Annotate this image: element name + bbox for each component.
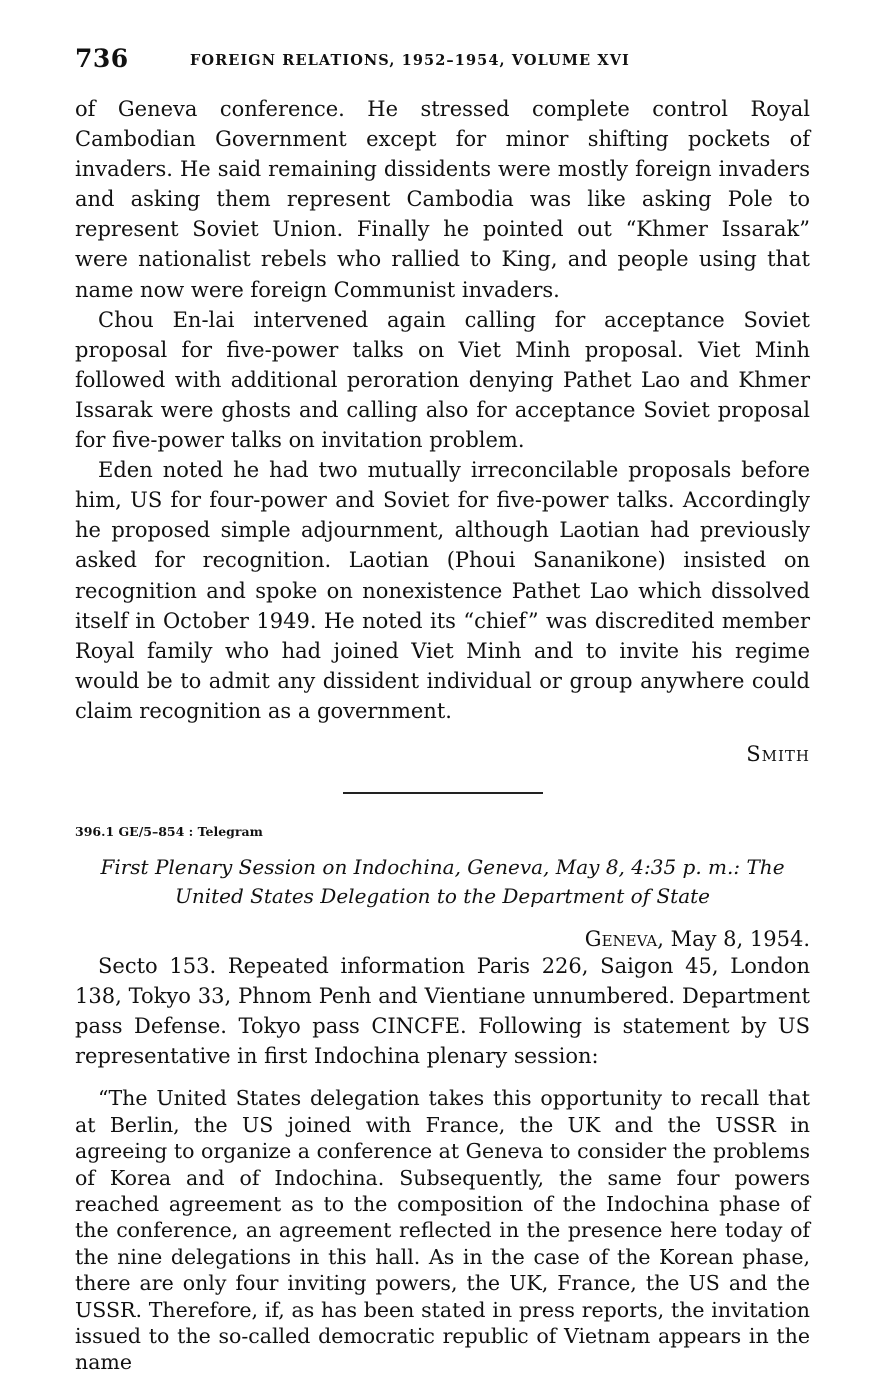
dateline — [75, 927, 810, 951]
header-title: FOREIGN RELATIONS, 1952–1954, VOLUME XVI — [190, 52, 630, 69]
statement-quote: “The United States delegation takes this opportunity to recall that at Berlin, the US joined with France, the UK and the USSR in agreeing to organize a conference at Geneva to consider the problems of Korea and of Indochina. Subsequently, the same four powers reached agreement as to the composition of the Indochina phase of the conference, an agreement reflected in the presence here today of the nine delegations in this hall. As in the case of the Korean phase, there are only four inviting powers, the UK, France, the US and the USSR. Therefore, if, as has been stated in press reports, the invitation issued to the so-called democratic republic of Vietnam appears in the name — [75, 1086, 810, 1375]
signature: Smith — [746, 741, 810, 766]
section-divider — [343, 792, 543, 794]
telegram-body: Secto 153. Repeated information Paris 226, Saigon 45, London 138, Tokyo 33, Phnom Penh and Vientiane unnumbered. Department pass Defense. Tokyo pass CINCFE. Following is statement by US representative in first Indochina plenary session: — [75, 953, 810, 1069]
dateline-place: Geneva — [584, 926, 658, 951]
paragraph-eden: Eden noted he had two mutually irreconcilable proposals before him, US for four-power and Soviet for five-power talks. Accordingly he proposed simple adjournment, although Laotian had previously asked for recognition. Laotian (Phoui Sananikone) insisted on recognition and spoke on nonexistence Pathet Lao which dissolved itself in October 1949. He noted its “chief” was discredited member Royal family who had joined Viet Minh and to invite his regime would be to admit any dissident individual or group anywhere could claim recognition as a government. — [75, 458, 810, 723]
page-number: 736 — [75, 44, 129, 73]
dateline-date: , May 8, 1954. — [657, 926, 810, 951]
file-reference: 396.1 GE/5–854 : Telegram — [75, 823, 263, 839]
document-page — [75, 44, 810, 1396]
paragraph-chou-en-lai: Chou En-lai intervened again calling for acceptance Soviet proposal for five-power talks on Viet Minh proposal. Viet Minh followed with additional peroration denying Pathet Lao and Khmer Issarak were ghosts and calling also for acceptance Soviet proposal for five-power talks on invitation problem. — [75, 307, 810, 453]
paragraph-continuation: of Geneva conference. He stressed complete control Royal Cambodian Government except for minor shifting pockets of invaders. He said remaining dissidents were mostly foreign invaders and asking them represent Cambodia was like asking Pole to represent Soviet Union. Finally he pointed out “Khmer Issarak” were nationalist rebels who rallied to King, and people using that name now were foreign Communist invaders. — [75, 97, 810, 302]
document-title: First Plenary Session on Indochina, Geneva, May 8, 4:35 p. m.: The United States Delegation to the Department of State — [100, 854, 785, 908]
running-header — [75, 44, 810, 78]
